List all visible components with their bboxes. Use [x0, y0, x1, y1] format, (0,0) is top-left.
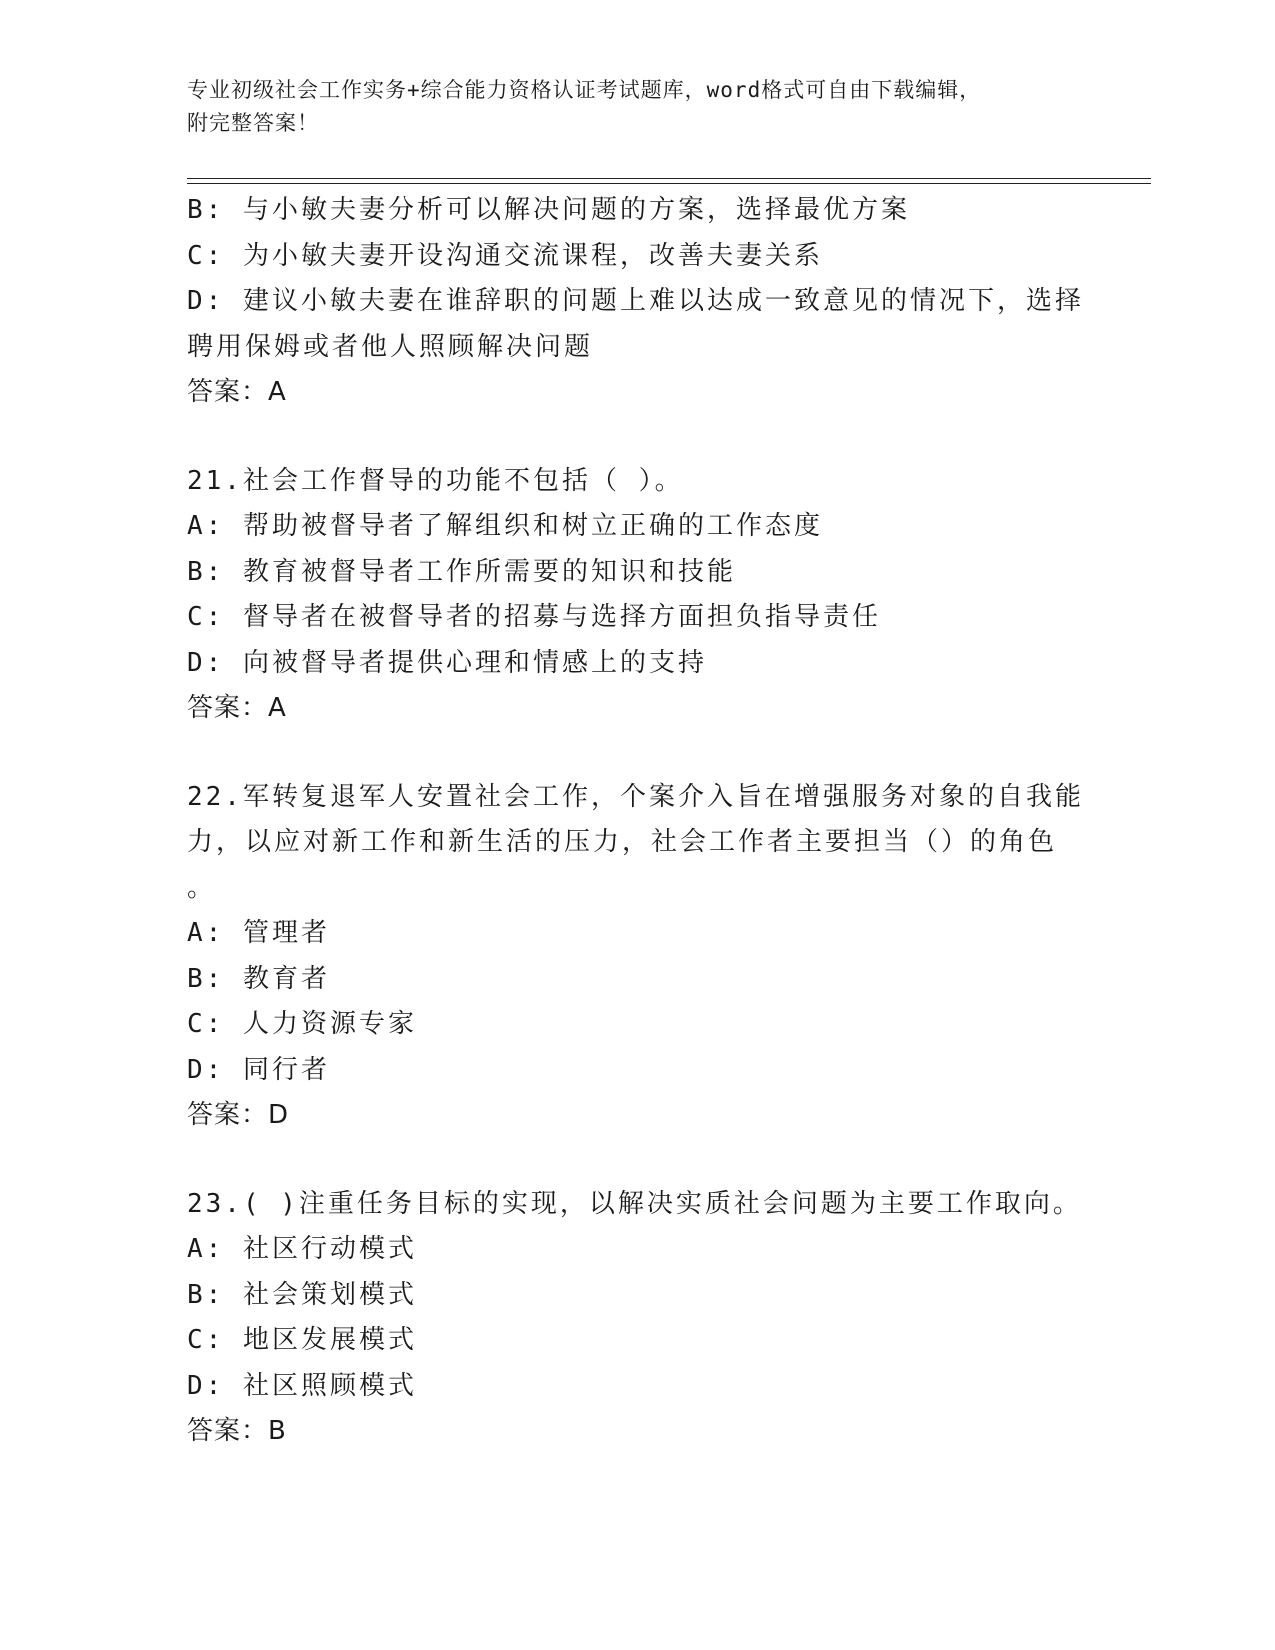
answer: 答案：A: [187, 377, 287, 407]
answer: 答案：B: [187, 1416, 287, 1446]
question-21: [187, 459, 1087, 732]
question-stem: 23.( )注重任务目标的实现，以解决实质社会问题为主要工作取向。: [187, 1188, 1082, 1219]
question-23: [187, 1182, 1087, 1455]
question-stem: 22.军转复退军人安置社会工作，个案介入旨在增强服务对象的自我能: [187, 781, 1084, 812]
option-d: D: 建议小敏夫妻在谁辞职的问题上难以达成一致意见的情况下，选择: [187, 286, 1084, 316]
option-b: B: 与小敏夫妻分析可以解决问题的方案，选择最优方案: [187, 195, 910, 225]
document-header: [187, 74, 1067, 140]
question-20-continued: [187, 188, 1087, 416]
option-a: A: 帮助被督导者了解组织和树立正确的工作态度: [187, 511, 823, 541]
question-stem-continued: 力，以应对新工作和新生活的压力，社会工作者主要担当（）的角色: [187, 827, 1058, 857]
option-c: C: 为小敏夫妻开设沟通交流课程，改善夫妻关系: [187, 240, 823, 271]
question-stem-end: 。: [187, 872, 217, 903]
header-rule-top: [187, 178, 1151, 179]
question-stem: 21.社会工作督导的功能不包括（ ）。: [187, 465, 684, 496]
option-d-continued: 聘用保姆或者他人照顾解决问题: [187, 331, 594, 362]
option-a: A: 管理者: [187, 918, 330, 948]
answer: 答案：D: [187, 1100, 290, 1130]
option-b: B: 教育者: [187, 963, 330, 994]
header-line-1: 专业初级社会工作实务+综合能力资格认证考试题库，word格式可自由下载编辑，: [187, 78, 982, 102]
option-b: B: 社会策划模式: [187, 1279, 417, 1310]
header-line-2: 附完整答案！: [187, 111, 319, 135]
option-c: C: 人力资源专家: [187, 1009, 417, 1039]
option-c: C: 督导者在被督导者的招募与选择方面担负指导责任: [187, 602, 881, 632]
document-body: [187, 188, 1087, 1455]
option-c: C: 地区发展模式: [187, 1325, 417, 1355]
option-b: B: 教育被督导者工作所需要的知识和技能: [187, 556, 736, 587]
question-22: [187, 775, 1087, 1139]
answer: 答案：A: [187, 693, 287, 723]
header-rule-bottom: [187, 183, 1151, 184]
option-d: D: 同行者: [187, 1054, 330, 1085]
option-d: D: 向被督导者提供心理和情感上的支持: [187, 647, 707, 678]
option-a: A: 社区行动模式: [187, 1234, 417, 1264]
option-d: D: 社区照顾模式: [187, 1370, 417, 1401]
